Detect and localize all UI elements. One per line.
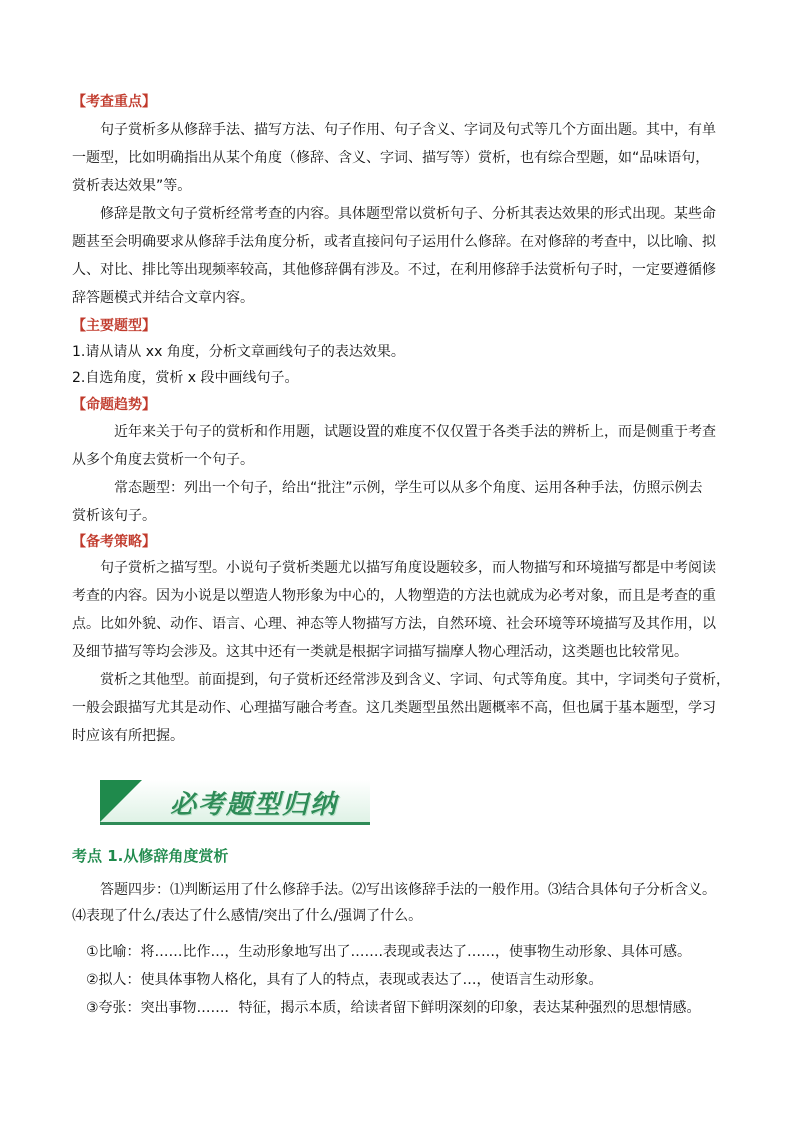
rhetoric-item-1: ①比喻：将……比作…，生动形象地写出了…….表现或表达了……，使事物生动形象、具体可感。 bbox=[86, 944, 691, 960]
tixing-item-2: 2.自选角度，赏析 x 段中画线句子。 bbox=[72, 370, 299, 386]
rhetoric-item-3: ③夸张：突出事物……．特征，揭示本质，给读者留下鲜明深刻的印象，表达某种强烈的思想情感。 bbox=[86, 1000, 701, 1016]
celue-p2-line1: 赏析之其他型。前面提到，句子赏析还经常涉及到含义、字词、句式等角度。其中，字词类句子赏析， bbox=[100, 672, 730, 688]
kaocha-p1-line1: 句子赏析多从修辞手法、描写方法、句子作用、句子含义、字词及句式等几个方面出题。其中，有单 bbox=[100, 122, 716, 138]
celue-p1-line1: 句子赏析之描写型。小说句子赏析类题尤以描写角度设题较多，而人物描写和环境描写都是中考阅读 bbox=[100, 560, 716, 576]
heading-celue: 【备考策略】 bbox=[72, 534, 156, 550]
rhetoric-item-2: ②拟人：使具体事物人格化，具有了人的特点，表现或表达了…，使语言生动形象。 bbox=[86, 972, 603, 988]
celue-p1-line3: 点。比如外貌、动作、语言、心理、神态等人物描写方法，自然环境、社会环境等环境描写及其作用，以 bbox=[72, 616, 716, 632]
celue-p2-line2: 一般会跟描写尤其是动作、心理描写融合考查。这几类题型虽然出题概率不高，但也属于基本题型，学习 bbox=[72, 700, 716, 716]
kaocha-p1-line2: 一题型，比如明确指出从某个角度（修辞、含义、字词、描写等）赏析，也有综合型题，如“品味语句， bbox=[72, 150, 710, 166]
heading-qushi: 【命题趋势】 bbox=[72, 397, 156, 413]
kaocha-p2-line3: 人、对比、排比等出现频率较高，其他修辞偶有涉及。不过，在利用修辞手法赏析句子时，一定要遵循修 bbox=[72, 262, 716, 278]
kaocha-p2-line2: 题甚至会明确要求从修辞手法角度分析，或者直接问句子运用什么修辞。在对修辞的考查中，以比喻、拟 bbox=[72, 234, 716, 250]
celue-p1-line2: 考查的内容。因为小说是以塑造人物形象为中心的，人物塑造的方法也就成为必考对象，而且是考查的重 bbox=[72, 588, 716, 604]
section-banner bbox=[100, 780, 370, 826]
banner-triangle bbox=[100, 780, 142, 822]
heading-tixing: 【主要题型】 bbox=[72, 318, 156, 334]
qushi-p1-line2: 从多个角度去赏析一个句子。 bbox=[72, 452, 254, 468]
kaocha-p2-line1: 修辞是散文句子赏析经常考查的内容。具体题型常以赏析句子、分析其表达效果的形式出现。某些命 bbox=[100, 206, 716, 222]
celue-p1-line4: 及细节描写等均会涉及。这其中还有一类就是根据字词描写揣摩人物心理活动，这类题也比较常见。 bbox=[72, 644, 688, 660]
banner-title: 必考题型归纳 bbox=[170, 790, 339, 820]
qushi-p1-line1: 近年来关于句子的赏析和作用题，试题设置的难度不仅仅置于各类手法的辨析上，而是侧重于考查 bbox=[114, 424, 716, 440]
kaocha-p2-line4: 辞答题模式并结合文章内容。 bbox=[72, 290, 254, 306]
tixing-item-1: 1.请从请从 xx 角度，分析文章画线句子的表达效果。 bbox=[72, 344, 405, 360]
dati-line1: 答题四步：⑴判断运用了什么修辞手法。⑵写出该修辞手法的一般作用。⑶结合具体句子分析含义。 bbox=[100, 882, 716, 898]
qushi-p2-line2: 赏析该句子。 bbox=[72, 508, 156, 524]
qushi-p2-line1: 常态题型：列出一个句子，给出“批注”示例，学生可以从多个角度、运用各种手法，仿照示例去 bbox=[114, 480, 703, 496]
heading-kaocha: 【考查重点】 bbox=[72, 94, 156, 110]
celue-p2-line3: 时应该有所把握。 bbox=[72, 728, 184, 744]
kaodian-title: 考点 1.从修辞角度赏析 bbox=[72, 847, 229, 865]
dati-line2: ⑷表现了什么/表达了什么感情/突出了什么/强调了什么。 bbox=[72, 908, 423, 924]
kaocha-p1-line3: 赏析表达效果”等。 bbox=[72, 178, 192, 194]
